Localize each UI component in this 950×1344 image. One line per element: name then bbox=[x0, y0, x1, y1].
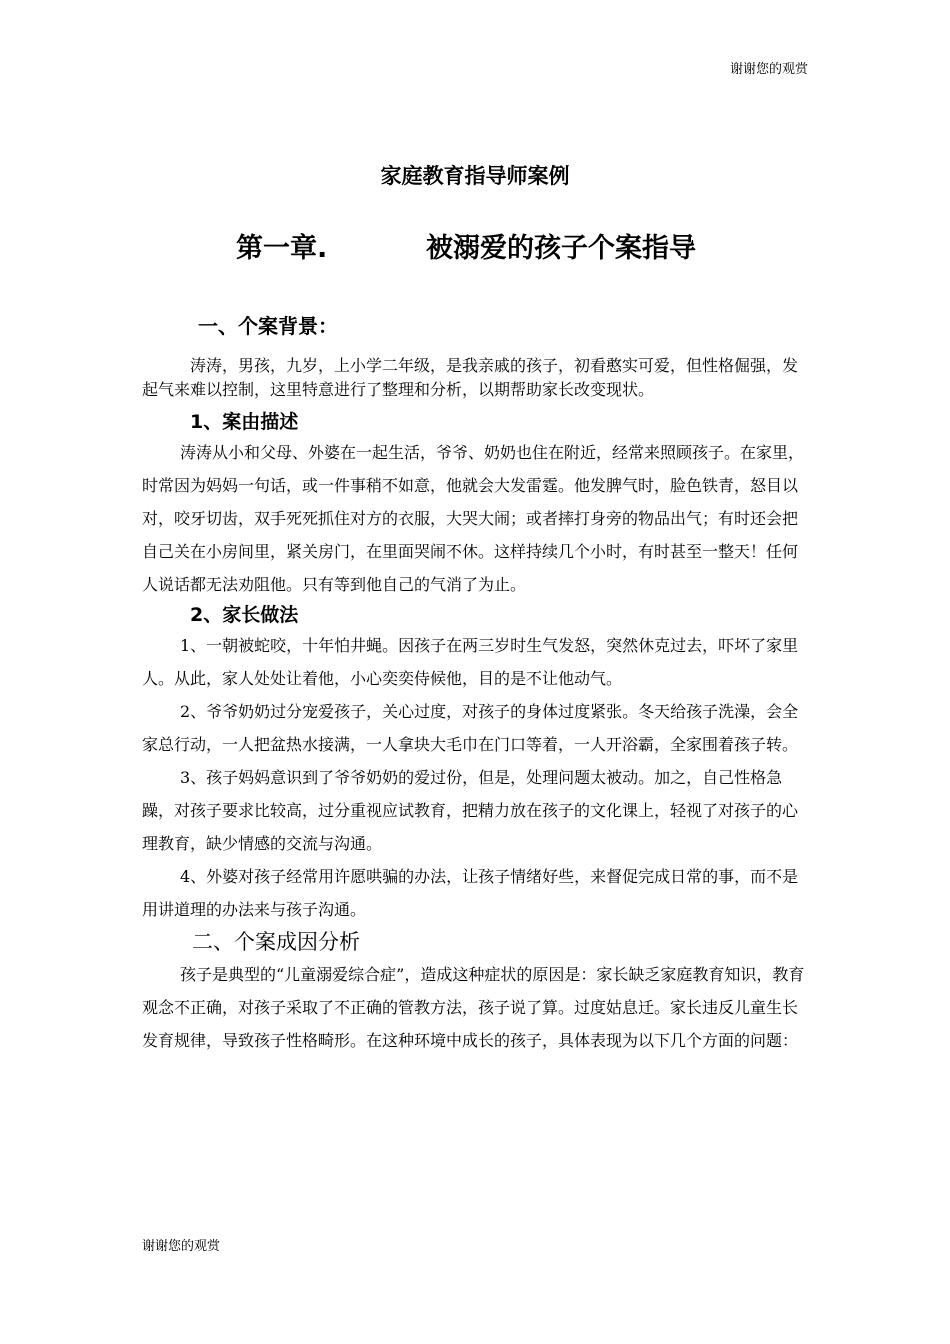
section-heading-background: 一、个案背景： bbox=[198, 314, 338, 338]
practice-item: 1、一朝被蛇咬，十年怕井蝇。因孩子在两三岁时生气发怒，突然休克过去，吓坏了家里人。从此，家人处处让着他，小心奕奕侍候他，目的是不让他动气。 bbox=[142, 636, 799, 688]
practice-item: 2、爷爷奶奶过分宠爱孩子，关心过度，对孩子的身体过度紧张。冬天给孩子洗澡，会全家总行动，一人把盆热水接满，一人拿块大毛巾在门口等着，一人开浴霸，全家围着孩子转。 bbox=[142, 702, 799, 754]
description-paragraph: 涛涛从小和父母、外婆在一起生活，爷爷、奶奶也住在附近，经常来照顾孩子。在家里，时常因为妈妈一句话，或一件事稍不如意，他就会大发雷霆。他发脾气时，脸色铁青，怒目以对，咬牙切齿，双手死死抓住对方的衣服，大哭大闹；或者摔打身旁的物品出气；有时还会把自己关在小房间里，紧关房门，在里面哭闹不休。这样持续几个小时，有时甚至一整天！任何人说话都无法劝阻他。只有等到他自己的气消了为止。 bbox=[142, 443, 805, 594]
practice-item: 4、外婆对孩子经常用许愿哄骗的办法，让孩子情绪好些，来督促完成日常的事，而不是用讲道理的办法来与孩子沟通。 bbox=[142, 867, 799, 919]
document-title: 家庭教育指导师案例 bbox=[380, 164, 570, 188]
cause-analysis-paragraph: 孩子是典型的“儿童溺爱综合症”，造成这种症状的原因是：家长缺乏家庭教育知识，教育观念不正确，对孩子采取了不正确的管教方法，孩子说了算。过度姑息迁。家长违反儿童生长发育规律，导致孩子性格畸形。在这种环境中成长的孩子，具体表现为以下几个方面的问题： bbox=[142, 965, 805, 1050]
chapter-title bbox=[236, 226, 696, 265]
document-body bbox=[142, 310, 810, 1057]
background-paragraph: 涛涛，男孩，九岁，上小学二年级，是我亲戚的孩子，初看憨实可爱，但性格倔强，发起气来难以控制，这里特意进行了整理和分析，以期帮助家长改变现状。 bbox=[142, 356, 799, 399]
chapter-name: 被溺爱的孩子个案指导 bbox=[426, 233, 696, 264]
practice-item: 3、孩子妈妈意识到了爷爷奶奶的爱过份，但是，处理问题太被动。加之，自己性格急躁，对孩子要求比较高，过分重视应试教育，把精力放在孩子的文化课上，轻视了对孩子的心理教育，缺少情感的交流与沟通。 bbox=[142, 768, 799, 853]
page-header: 谢谢您的观赏 bbox=[729, 62, 808, 77]
page-footer: 谢谢您的观赏 bbox=[142, 1239, 221, 1254]
section-heading-cause-analysis: 二、个案成因分析 bbox=[192, 930, 360, 954]
subsection-heading-description: 1、案由描述 bbox=[190, 411, 299, 433]
subsection-heading-parent-practice: 2、家长做法 bbox=[190, 604, 299, 626]
chapter-number: 第一章. bbox=[236, 233, 328, 264]
